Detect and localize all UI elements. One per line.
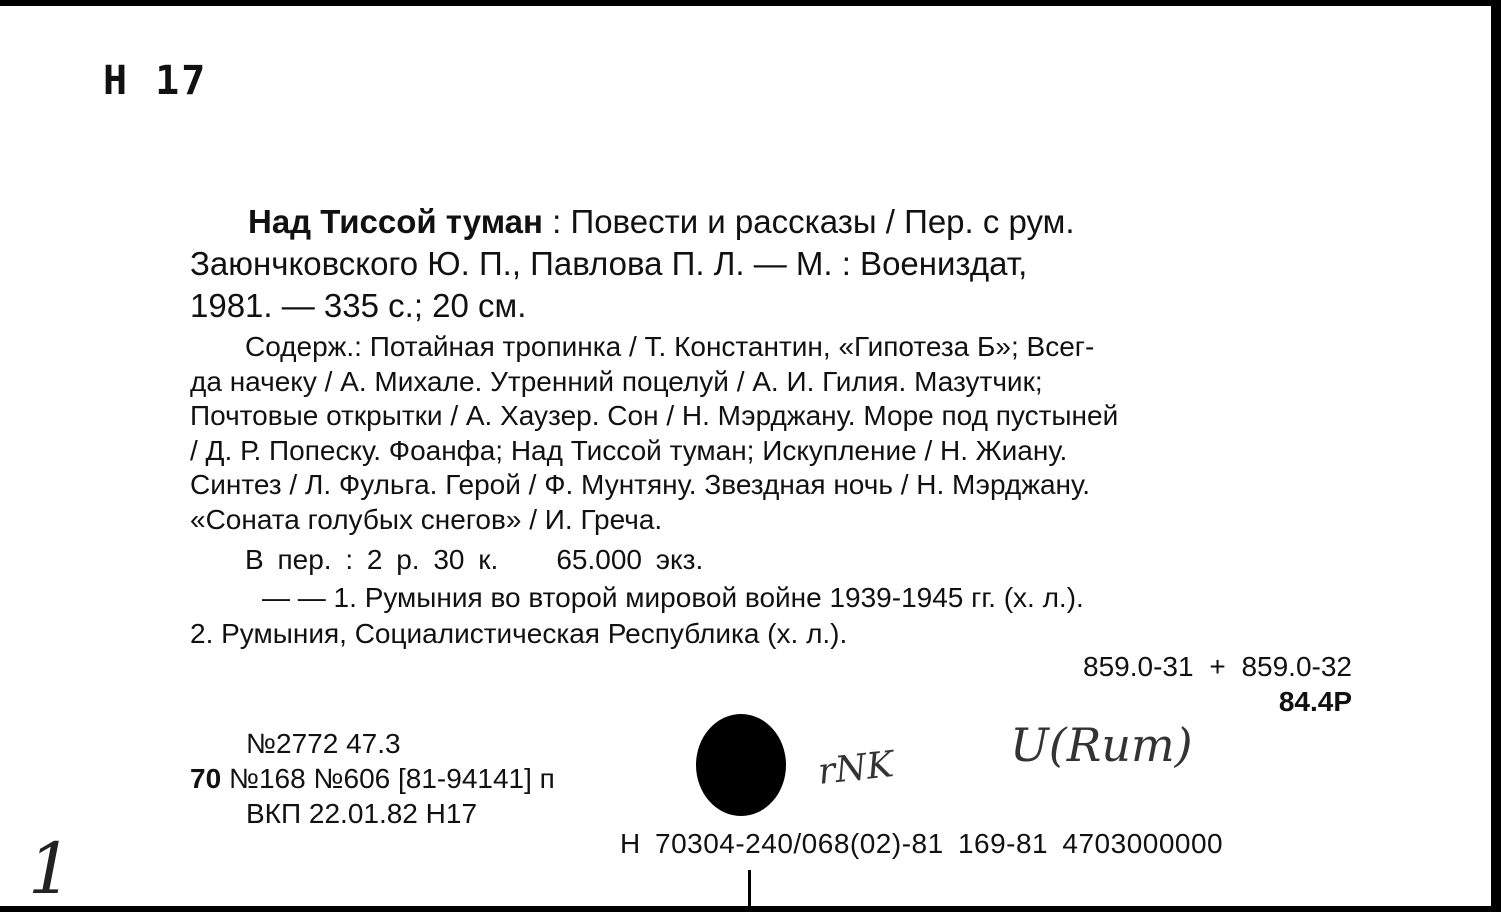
contents-note (190, 330, 1362, 537)
entry-line-3: 1981. — 335 с.; 20 см. (190, 287, 527, 324)
subject-line: 2. Румыния, Социалистическая Республика (х. л.). (190, 618, 848, 649)
contents-line: да начеку / А. Михале. Утренний поцелуй / А. И. Гилия. Мазутчик; (190, 365, 1043, 397)
handwritten-note: rNK (816, 744, 896, 793)
title-statement: : Повести и рассказы / Пер. с рум. (542, 203, 1075, 240)
contents-line: Содерж.: Потайная тропинка / Т. Константин, «Гипотеза Б»; Всег- (245, 331, 1095, 362)
udc-classification: 859.0-31 + 859.0-32 (1083, 651, 1352, 682)
contents-line: Синтез / Л. Фульга. Герой / Ф. Мунтяну. Звездная ночь / Н. Мэрджану. (190, 469, 1090, 500)
entry-line-2: Заюнчковского Ю. П., Павлова П. Л. — М. : Воениздат, (190, 245, 1028, 282)
book-title: Над Тиссой туман (248, 203, 543, 240)
contents-line: Почтовые открытки / А. Хаузер. Сон / Н. Мэрджану. Море под пустыней (190, 400, 1119, 431)
bbk-classification: 84.4Р (1278, 686, 1352, 717)
number-row: ВКП 22.01.82 Н17 (246, 798, 478, 829)
punch-hole (696, 714, 786, 816)
number-prefix: 70 (190, 763, 222, 794)
registration-numbers (190, 726, 555, 831)
scan-border-bottom (0, 906, 1501, 912)
handwritten-code: U(Rum) (1010, 718, 1193, 772)
number-row: №2772 47.3 (246, 728, 401, 759)
handwritten-number: 1 (28, 828, 73, 910)
contents-line: / Д. Р. Попеску. Фоанфа; Над Тиссой туман; Искупление / Н. Жиану. (190, 434, 1068, 466)
binding-price: В пер. : 2 р. 30 к. (245, 544, 499, 575)
subject-headings (190, 580, 1362, 652)
number-row (190, 761, 555, 796)
catalog-card (0, 6, 1491, 910)
shelf-mark: Н 17 (103, 58, 208, 104)
entry-line-1 (190, 201, 1362, 243)
subject-line: — — 1. Румыния во второй мировой войне 1939-1945 гг. (х. л.). (262, 582, 1084, 613)
punch-mark (748, 870, 751, 906)
contents-line: «Соната голубых снегов» / И. Греча. (190, 503, 663, 535)
print-run: 65.000 экз. (556, 544, 704, 575)
scan-border-right (1491, 0, 1501, 912)
isbn-line: Н 70304-240/068(02)-81 169-81 4703000000 (620, 828, 1224, 859)
number-values: №168 №606 [81-94141] п (228, 763, 555, 794)
bibliographic-entry (190, 201, 1362, 327)
price-line (245, 544, 703, 576)
